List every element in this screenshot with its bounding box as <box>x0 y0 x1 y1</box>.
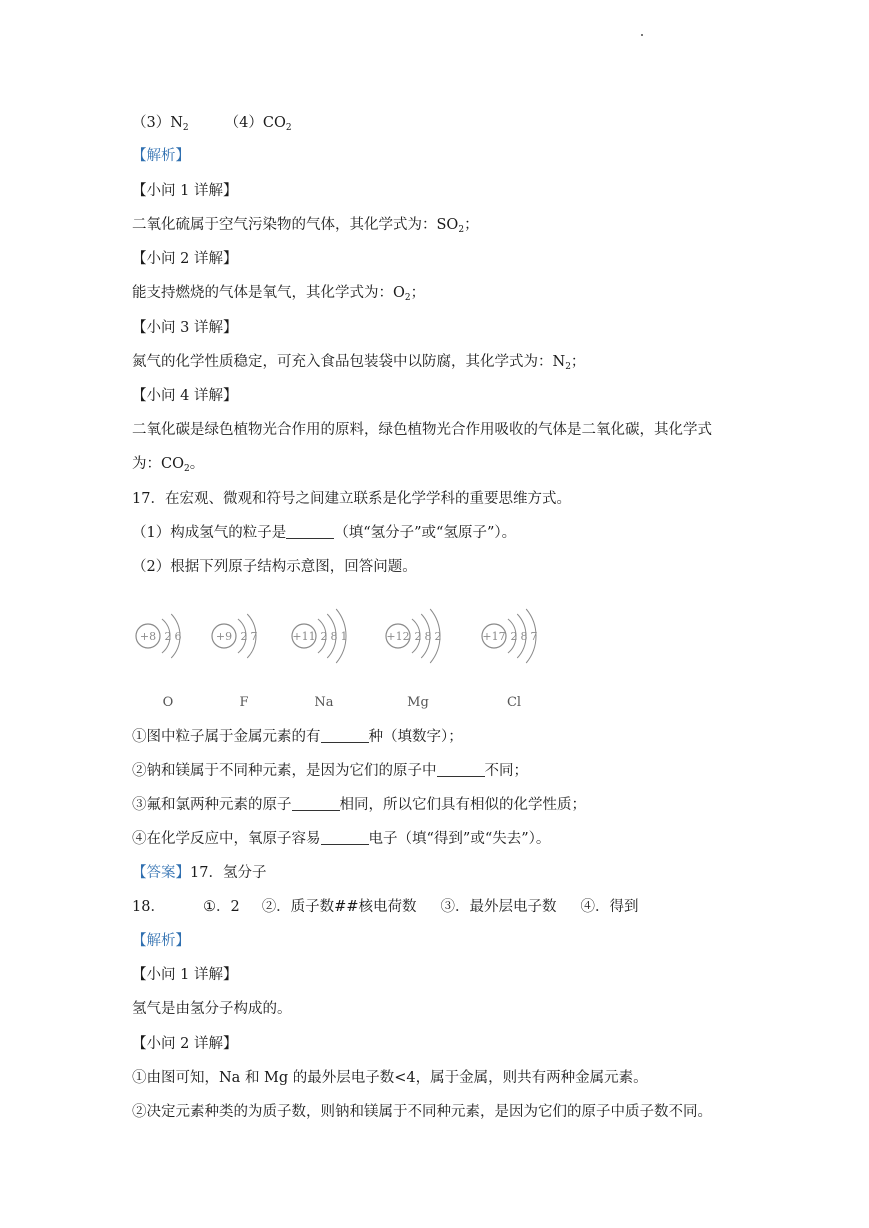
question-item-4: ④在化学反应中，氧原子容易 电子（填“得到”或“失去”）。 <box>132 831 551 847</box>
nucleus-charge-cl: +17 <box>482 630 506 643</box>
shell-electron-count: 6 <box>174 630 182 643</box>
answer-blank <box>321 830 369 845</box>
sub-question-heading: 【小问 2 详解】 <box>132 251 238 267</box>
shell-electron-count: 8 <box>424 630 432 643</box>
shell-electron-count: 2 <box>320 630 328 643</box>
nucleus-charge-o: +8 <box>139 630 157 643</box>
answer-blank <box>437 762 485 777</box>
nucleus-charge-f: +9 <box>215 630 233 643</box>
answer-line-17: 【答案】17．氢分子 <box>132 865 267 881</box>
answer-blank <box>286 524 334 539</box>
explanation-text: 为：$CO_2$。 <box>132 456 205 474</box>
question-item-1: ①图中粒子属于金属元素的有 种（填数字）； <box>132 729 463 745</box>
sub-question-heading: 【小问 2 详解】 <box>132 1036 238 1052</box>
explanation-text: 氢气是由氢分子构成的。 <box>132 1001 292 1017</box>
sub-question-heading: 【小问 1 详解】 <box>132 967 238 983</box>
explanation-text: 二氧化硫属于空气污染物的气体，其化学式为：$SO_2$； <box>132 217 479 235</box>
explanation-text: 二氧化碳是绿色植物光合作用的原料，绿色植物光合作用吸收的气体是二氧化碳，其化学式 <box>132 422 712 438</box>
element-symbol-mg: Mg <box>407 695 429 710</box>
sub-question-heading: 【小问 4 详解】 <box>132 388 238 404</box>
answer-4: $(4)CO_2$ <box>224 115 292 133</box>
answer-line-18: 18． ①．2 ②．质子数##核电荷数 ③．最外层电子数 ④．得到 <box>132 899 639 915</box>
shell-electron-count: 8 <box>520 630 528 643</box>
shell-electron-count: 2 <box>434 630 442 643</box>
question-item-2: ②钠和镁属于不同种元素，是因为它们的原子中 不同； <box>132 763 528 779</box>
sub-question-heading: 【小问 1 详解】 <box>132 183 238 199</box>
element-symbol-na: Na <box>314 695 334 710</box>
answer-blank <box>321 728 369 743</box>
shell-electron-count: 7 <box>250 630 258 643</box>
shell-electron-count: 7 <box>530 630 538 643</box>
shell-electron-count: 2 <box>164 630 172 643</box>
explanation-text: 氮气的化学性质稳定，可充入食品包装袋中以防腐，其化学式为：$N_2$； <box>132 354 586 372</box>
explanation-text: 能支持燃烧的气体是氧气，其化学式为：$O_2$； <box>132 285 426 303</box>
nucleus-charge-na: +11 <box>292 630 316 643</box>
nucleus-charge-mg: +12 <box>386 630 410 643</box>
element-symbol-o: O <box>162 695 174 710</box>
shell-electron-count: 2 <box>240 630 248 643</box>
shell-electron-count: 2 <box>510 630 518 643</box>
question-item-3: ③氟和氯两种元素的原子 相同，所以它们具有相似的化学性质； <box>132 797 586 813</box>
element-symbol-cl: Cl <box>506 695 522 710</box>
question-17-stem: 17．在宏观、微观和符号之间建立联系是化学学科的重要思维方式。 <box>132 491 571 507</box>
page-dot <box>641 34 643 36</box>
analysis-heading: 【解析】 <box>132 148 190 164</box>
question-17-part-2: （2）根据下列原子结构示意图，回答问题。 <box>132 559 417 575</box>
analysis-heading: 【解析】 <box>132 933 190 949</box>
answer-blank <box>292 796 340 811</box>
answer-3: $(3)N_2$ <box>132 115 189 133</box>
shell-electron-count: 2 <box>414 630 422 643</box>
question-17-part-1: （1）构成氢气的粒子是 （填“氢分子”或“氢原子”）。 <box>132 525 517 541</box>
atomic-structure-diagram <box>126 588 566 713</box>
shell-electron-count: 8 <box>330 630 338 643</box>
answer-tag: 【答案】 <box>132 865 190 881</box>
explanation-text: ②决定元素种类的为质子数，则钠和镁属于不同种元素，是因为它们的原子中质子数不同。 <box>132 1104 712 1120</box>
explanation-text: ①由图可知，Na 和 Mg 的最外层电子数<4，属于金属，则共有两种金属元素。 <box>132 1070 648 1086</box>
shell-electron-count: 1 <box>340 630 348 643</box>
sub-question-heading: 【小问 3 详解】 <box>132 320 238 336</box>
element-symbol-f: F <box>239 695 249 710</box>
answer-line-3-4 <box>132 113 292 138</box>
